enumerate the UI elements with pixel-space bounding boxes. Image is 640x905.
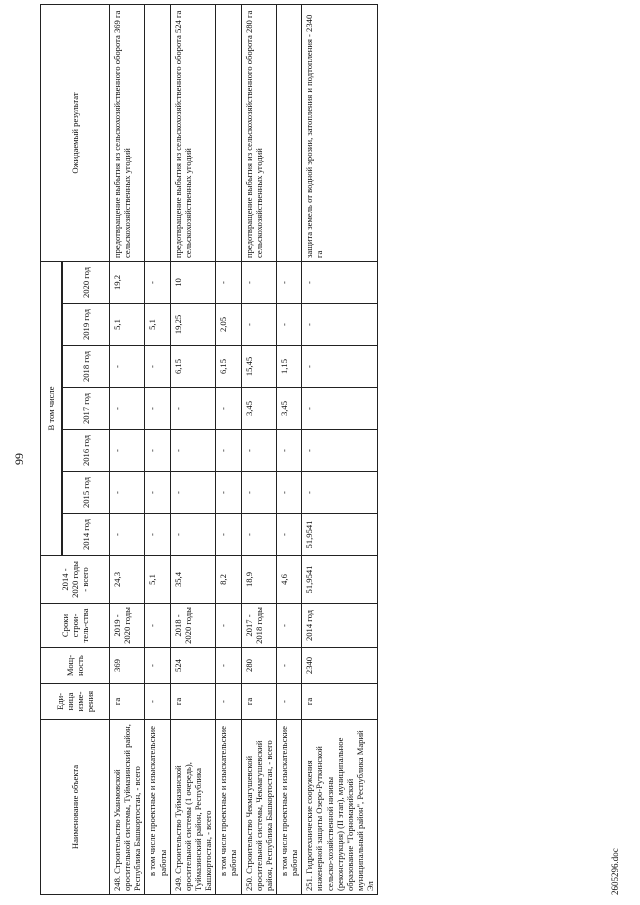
year-value-cell: - [110,346,145,388]
col-year-header: 2015 год [63,472,110,514]
unit-cell: га [170,684,216,720]
terms-cell: 2017 - 2018 годы [241,604,276,648]
year-value-cell: 2,05 [216,304,241,346]
year-value-cell: 6,15 [170,346,216,388]
year-value-cell: - [145,261,170,303]
object-name-cell: 250. Строительство Чекмагушевской оросительной системы, Чекмагушевский район, Республика Башкортостан, - всего [241,720,276,895]
expected-result-cell: предотвращение выбытия из сельскохозяйственного оборота 369 га сельскохозяйственных угодий [110,4,145,261]
object-name-cell: в том числе проектные и изыскательские работы [216,720,241,895]
terms-cell: 2019 - 2020 годы [110,604,145,648]
unit-cell: га [110,684,145,720]
terms-cell: - [276,604,301,648]
object-name-cell: 248. Строительство Уканмовской оросительной системы, Туймазинский район, Республика Башкортостан, - всего [110,720,145,895]
expected-result-cell [216,4,241,261]
table-row [241,4,276,894]
year-value-cell: - [145,514,170,556]
table-row [170,4,216,894]
unit-cell: га [241,684,276,720]
year-value-cell: 51,9541 [302,514,378,556]
col-year-header: 2018 год [63,346,110,388]
year-value-cell: 5,1 [145,304,170,346]
year-value-cell: - [145,472,170,514]
total-cell: 8,2 [216,556,241,604]
year-value-cell: - [276,514,301,556]
year-value-cell: - [216,261,241,303]
col-terms-header: Сроки строи-тель-ства [41,604,110,648]
expected-result-cell [276,4,301,261]
year-value-cell: - [110,388,145,430]
table-row [276,4,301,894]
object-name-cell: в том числе проектные и изыскательские работы [276,720,301,895]
table-row [216,4,241,894]
total-cell: 35,4 [170,556,216,604]
total-cell: 4,6 [276,556,301,604]
year-value-cell: 3,45 [276,388,301,430]
table-row [302,4,378,894]
expected-result-cell: предотвращение выбытия из сельскохозяйственного оборота 524 га сельскохозяйственных угодий [170,4,216,261]
total-cell: 24,3 [110,556,145,604]
expected-result-cell: предотвращение выбытия из сельскохозяйственного оборота 280 га сельскохозяйственных угодий [241,4,276,261]
year-value-cell: - [241,430,276,472]
capacity-cell: 369 [110,648,145,684]
year-value-cell: 5,1 [110,304,145,346]
year-value-cell: - [216,514,241,556]
objects-table [40,4,378,895]
total-cell: 5,1 [145,556,170,604]
object-name-cell: 249. Строительство Туймазинской оросительной системы (1 очередь), Туймазинский район, Республика Башкортостан, - всего [170,720,216,895]
terms-cell: - [145,604,170,648]
terms-cell: 2014 год [302,604,378,648]
capacity-cell: 280 [241,648,276,684]
unit-cell: - [216,684,241,720]
year-value-cell: - [302,430,378,472]
col-year-header: 2020 год [63,261,110,303]
col-capacity-header: Мощ-ность [41,648,110,684]
col-year-header: 2014 год [63,514,110,556]
year-value-cell: - [110,430,145,472]
expected-result-cell: защита земель от водной эрозии, затопления и подтопления - 2340 га [302,4,378,261]
col-year-header: 2019 год [63,304,110,346]
year-value-cell: - [241,261,276,303]
table-row [145,4,170,894]
year-value-cell: 3,45 [241,388,276,430]
year-value-cell: - [302,346,378,388]
year-value-cell: 19,2 [110,261,145,303]
year-value-cell: 6,15 [216,346,241,388]
year-value-cell: - [170,472,216,514]
col-unit-header: Еди-ница изме-рения [41,684,110,720]
capacity-cell: 2340 [302,648,378,684]
col-name-header: Наименование объекта [41,720,110,895]
capacity-cell: - [216,648,241,684]
table-row [110,4,145,894]
year-value-cell: - [302,388,378,430]
year-value-cell: - [276,261,301,303]
total-cell: 51,9541 [302,556,378,604]
year-value-cell: - [302,261,378,303]
capacity-cell: 524 [170,648,216,684]
terms-cell: - [216,604,241,648]
unit-cell: - [145,684,170,720]
year-value-cell: - [241,304,276,346]
col-total-header: 2014 - 2020 годы - всего [41,556,110,604]
year-value-cell: - [276,430,301,472]
col-year-header: 2016 год [63,430,110,472]
year-value-cell: - [216,388,241,430]
object-name-cell: в том числе проектные и изыскательские работы [145,720,170,895]
year-value-cell: - [110,514,145,556]
total-cell: 18,9 [241,556,276,604]
unit-cell: га [302,684,378,720]
year-value-cell: - [241,472,276,514]
year-value-cell: - [145,346,170,388]
year-value-cell: - [276,472,301,514]
year-value-cell: - [276,304,301,346]
capacity-cell: - [145,648,170,684]
year-value-cell: 19,25 [170,304,216,346]
year-value-cell: - [170,388,216,430]
capacity-cell: - [276,648,301,684]
year-value-cell: - [216,430,241,472]
col-incl-header: В том числе [41,261,62,555]
year-value-cell: 1,15 [276,346,301,388]
col-year-header: 2017 год [63,388,110,430]
footer-filename: 2605296.doc [610,848,620,895]
year-value-cell: - [145,430,170,472]
year-value-cell: - [145,388,170,430]
year-value-cell: - [110,472,145,514]
year-value-cell: - [216,472,241,514]
year-value-cell: - [170,430,216,472]
col-result-header: Ожидаемый результат [41,4,110,261]
object-name-cell: 251. Гидротехнические сооружения инженерной защиты Озеро-Руткинской сельско-хозяйственной низины (реконструкция) (II этап), муниципальное образование "Горномарийский муниципальный район", Республика Марий Эл [302,720,378,895]
year-value-cell: - [302,304,378,346]
year-value-cell: - [241,514,276,556]
year-value-cell: - [302,472,378,514]
year-value-cell: - [170,514,216,556]
terms-cell: 2018 - 2020 годы [170,604,216,648]
page-number: 99 [12,453,26,465]
year-value-cell: 15,45 [241,346,276,388]
unit-cell: - [276,684,301,720]
year-value-cell: 10 [170,261,216,303]
expected-result-cell [145,4,170,261]
